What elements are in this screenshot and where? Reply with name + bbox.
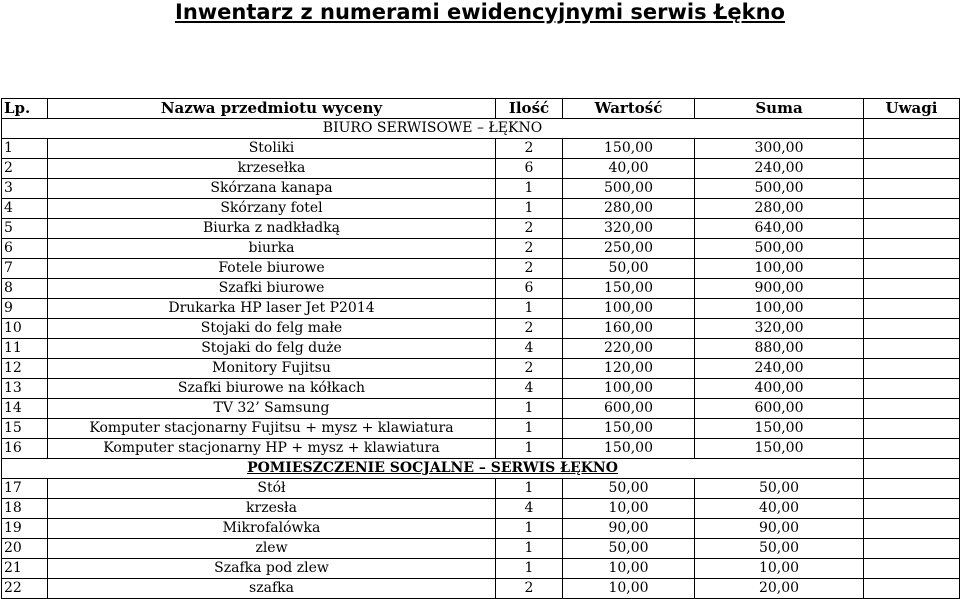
cell-quantity: 2 <box>496 359 563 379</box>
cell-lp: 3 <box>2 179 48 199</box>
section-title: POMIESZCZENIE SOCJALNE – SERWIS ŁĘKNO <box>247 460 618 476</box>
cell-quantity: 4 <box>496 499 563 519</box>
cell-value: 160,00 <box>563 319 695 339</box>
cell-value: 320,00 <box>563 219 695 239</box>
cell-quantity: 1 <box>496 479 563 499</box>
cell-notes <box>864 159 960 179</box>
cell-sum: 500,00 <box>695 239 864 259</box>
header-lp: Lp. <box>2 99 48 119</box>
cell-name: Fotele biurowe <box>48 259 496 279</box>
cell-value: 10,00 <box>563 499 695 519</box>
cell-notes <box>864 479 960 499</box>
cell-quantity: 2 <box>496 579 563 599</box>
table-row <box>2 239 960 259</box>
cell-notes <box>864 139 960 159</box>
table-row <box>2 579 960 599</box>
cell-notes <box>864 199 960 219</box>
cell-notes <box>864 419 960 439</box>
cell-name: Drukarka HP laser Jet P2014 <box>48 299 496 319</box>
cell-name: TV 32’ Samsung <box>48 399 496 419</box>
cell-name: Monitory Fujitsu <box>48 359 496 379</box>
cell-quantity: 6 <box>496 159 563 179</box>
cell-quantity: 1 <box>496 559 563 579</box>
cell-value: 10,00 <box>563 579 695 599</box>
cell-lp: 4 <box>2 199 48 219</box>
cell-lp: 22 <box>2 579 48 599</box>
cell-name: krzesła <box>48 499 496 519</box>
table-row <box>2 479 960 499</box>
cell-quantity: 1 <box>496 519 563 539</box>
cell-notes <box>864 439 960 459</box>
cell-notes <box>864 339 960 359</box>
cell-notes <box>864 379 960 399</box>
cell-name: Skórzany fotel <box>48 199 496 219</box>
table-row <box>2 299 960 319</box>
cell-sum: 90,00 <box>695 519 864 539</box>
table-row <box>2 559 960 579</box>
cell-sum: 640,00 <box>695 219 864 239</box>
cell-lp: 8 <box>2 279 48 299</box>
cell-lp: 16 <box>2 439 48 459</box>
cell-notes <box>864 239 960 259</box>
cell-name: Komputer stacjonarny Fujitsu + mysz + klawiatura <box>48 419 496 439</box>
cell-quantity: 1 <box>496 439 563 459</box>
cell-lp: 5 <box>2 219 48 239</box>
table-row <box>2 159 960 179</box>
cell-lp: 10 <box>2 319 48 339</box>
cell-value: 220,00 <box>563 339 695 359</box>
table-row <box>2 279 960 299</box>
cell-quantity: 2 <box>496 239 563 259</box>
cell-notes <box>864 299 960 319</box>
section-row <box>2 459 960 479</box>
cell-value: 250,00 <box>563 239 695 259</box>
cell-name: krzesełka <box>48 159 496 179</box>
cell-lp: 9 <box>2 299 48 319</box>
cell-quantity: 4 <box>496 339 563 359</box>
inventory-table <box>1 98 960 599</box>
cell-name: zlew <box>48 539 496 559</box>
page-title: Inwentarz z numerami ewidencyjnymi serwis Łękno <box>175 0 785 24</box>
cell-name: Szafka pod zlew <box>48 559 496 579</box>
table-row <box>2 419 960 439</box>
cell-sum: 320,00 <box>695 319 864 339</box>
header-name: Nazwa przedmiotu wyceny <box>48 99 496 119</box>
cell-value: 150,00 <box>563 279 695 299</box>
table-row <box>2 339 960 359</box>
cell-value: 50,00 <box>563 479 695 499</box>
cell-quantity: 4 <box>496 379 563 399</box>
cell-sum: 280,00 <box>695 199 864 219</box>
cell-sum: 150,00 <box>695 419 864 439</box>
cell-name: Stojaki do felg małe <box>48 319 496 339</box>
cell-name: Stojaki do felg duże <box>48 339 496 359</box>
cell-quantity: 1 <box>496 539 563 559</box>
cell-quantity: 1 <box>496 179 563 199</box>
cell-notes <box>864 399 960 419</box>
cell-value: 150,00 <box>563 419 695 439</box>
cell-name: szafka <box>48 579 496 599</box>
cell-value: 100,00 <box>563 379 695 399</box>
cell-lp: 13 <box>2 379 48 399</box>
cell-notes <box>864 319 960 339</box>
section-title: BIURO SERWISOWE – ŁĘKNO <box>322 120 543 136</box>
table-row <box>2 439 960 459</box>
header-value: Wartość <box>563 99 695 119</box>
cell-sum: 300,00 <box>695 139 864 159</box>
cell-lp: 7 <box>2 259 48 279</box>
table-row <box>2 359 960 379</box>
cell-lp: 15 <box>2 419 48 439</box>
table-row <box>2 379 960 399</box>
cell-name: Szafki biurowe na kółkach <box>48 379 496 399</box>
cell-sum: 50,00 <box>695 539 864 559</box>
table-body <box>2 119 960 599</box>
table-row <box>2 199 960 219</box>
cell-notes <box>864 499 960 519</box>
cell-lp: 19 <box>2 519 48 539</box>
cell-quantity: 2 <box>496 319 563 339</box>
cell-value: 500,00 <box>563 179 695 199</box>
header-quantity: Ilość <box>496 99 563 119</box>
cell-notes <box>864 219 960 239</box>
cell-lp: 12 <box>2 359 48 379</box>
cell-value: 120,00 <box>563 359 695 379</box>
cell-value: 150,00 <box>563 139 695 159</box>
cell-lp: 6 <box>2 239 48 259</box>
cell-value: 600,00 <box>563 399 695 419</box>
cell-notes <box>864 519 960 539</box>
cell-value: 50,00 <box>563 539 695 559</box>
cell-sum: 100,00 <box>695 259 864 279</box>
section-row <box>2 119 960 139</box>
table-row <box>2 139 960 159</box>
cell-value: 150,00 <box>563 439 695 459</box>
cell-value: 40,00 <box>563 159 695 179</box>
cell-value: 90,00 <box>563 519 695 539</box>
cell-lp: 11 <box>2 339 48 359</box>
table-row <box>2 319 960 339</box>
header-sum: Suma <box>695 99 864 119</box>
cell-sum: 100,00 <box>695 299 864 319</box>
table-row <box>2 219 960 239</box>
table-row <box>2 519 960 539</box>
cell-sum: 240,00 <box>695 159 864 179</box>
cell-value: 100,00 <box>563 299 695 319</box>
cell-name: Stół <box>48 479 496 499</box>
header-notes: Uwagi <box>864 99 960 119</box>
table-row <box>2 179 960 199</box>
cell-name: Stoliki <box>48 139 496 159</box>
cell-lp: 2 <box>2 159 48 179</box>
cell-notes <box>864 259 960 279</box>
cell-name: Biurka z nadkładką <box>48 219 496 239</box>
cell-lp: 21 <box>2 559 48 579</box>
cell-sum: 10,00 <box>695 559 864 579</box>
cell-value: 10,00 <box>563 559 695 579</box>
cell-quantity: 2 <box>496 259 563 279</box>
cell-notes <box>864 559 960 579</box>
cell-name: Szafki biurowe <box>48 279 496 299</box>
cell-quantity: 2 <box>496 219 563 239</box>
cell-sum: 600,00 <box>695 399 864 419</box>
cell-quantity: 2 <box>496 139 563 159</box>
cell-quantity: 1 <box>496 399 563 419</box>
cell-lp: 20 <box>2 539 48 559</box>
cell-quantity: 1 <box>496 419 563 439</box>
table-header-row <box>2 99 960 119</box>
table-row <box>2 399 960 419</box>
cell-notes <box>864 279 960 299</box>
cell-name: Skórzana kanapa <box>48 179 496 199</box>
cell-sum: 150,00 <box>695 439 864 459</box>
cell-name: Mikrofalówka <box>48 519 496 539</box>
cell-quantity: 1 <box>496 199 563 219</box>
cell-sum: 880,00 <box>695 339 864 359</box>
cell-sum: 400,00 <box>695 379 864 399</box>
cell-name: biurka <box>48 239 496 259</box>
cell-lp: 17 <box>2 479 48 499</box>
cell-notes <box>864 539 960 559</box>
cell-lp: 18 <box>2 499 48 519</box>
cell-quantity: 1 <box>496 299 563 319</box>
cell-sum: 240,00 <box>695 359 864 379</box>
cell-value: 50,00 <box>563 259 695 279</box>
cell-sum: 900,00 <box>695 279 864 299</box>
cell-lp: 1 <box>2 139 48 159</box>
cell-name: Komputer stacjonarny HP + mysz + klawiatura <box>48 439 496 459</box>
cell-notes <box>864 579 960 599</box>
cell-value: 280,00 <box>563 199 695 219</box>
cell-quantity: 6 <box>496 279 563 299</box>
cell-sum: 50,00 <box>695 479 864 499</box>
table-row <box>2 539 960 559</box>
cell-sum: 20,00 <box>695 579 864 599</box>
cell-sum: 500,00 <box>695 179 864 199</box>
cell-lp: 14 <box>2 399 48 419</box>
cell-sum: 40,00 <box>695 499 864 519</box>
cell-notes <box>864 359 960 379</box>
cell-notes <box>864 179 960 199</box>
table-row <box>2 499 960 519</box>
table-row <box>2 259 960 279</box>
